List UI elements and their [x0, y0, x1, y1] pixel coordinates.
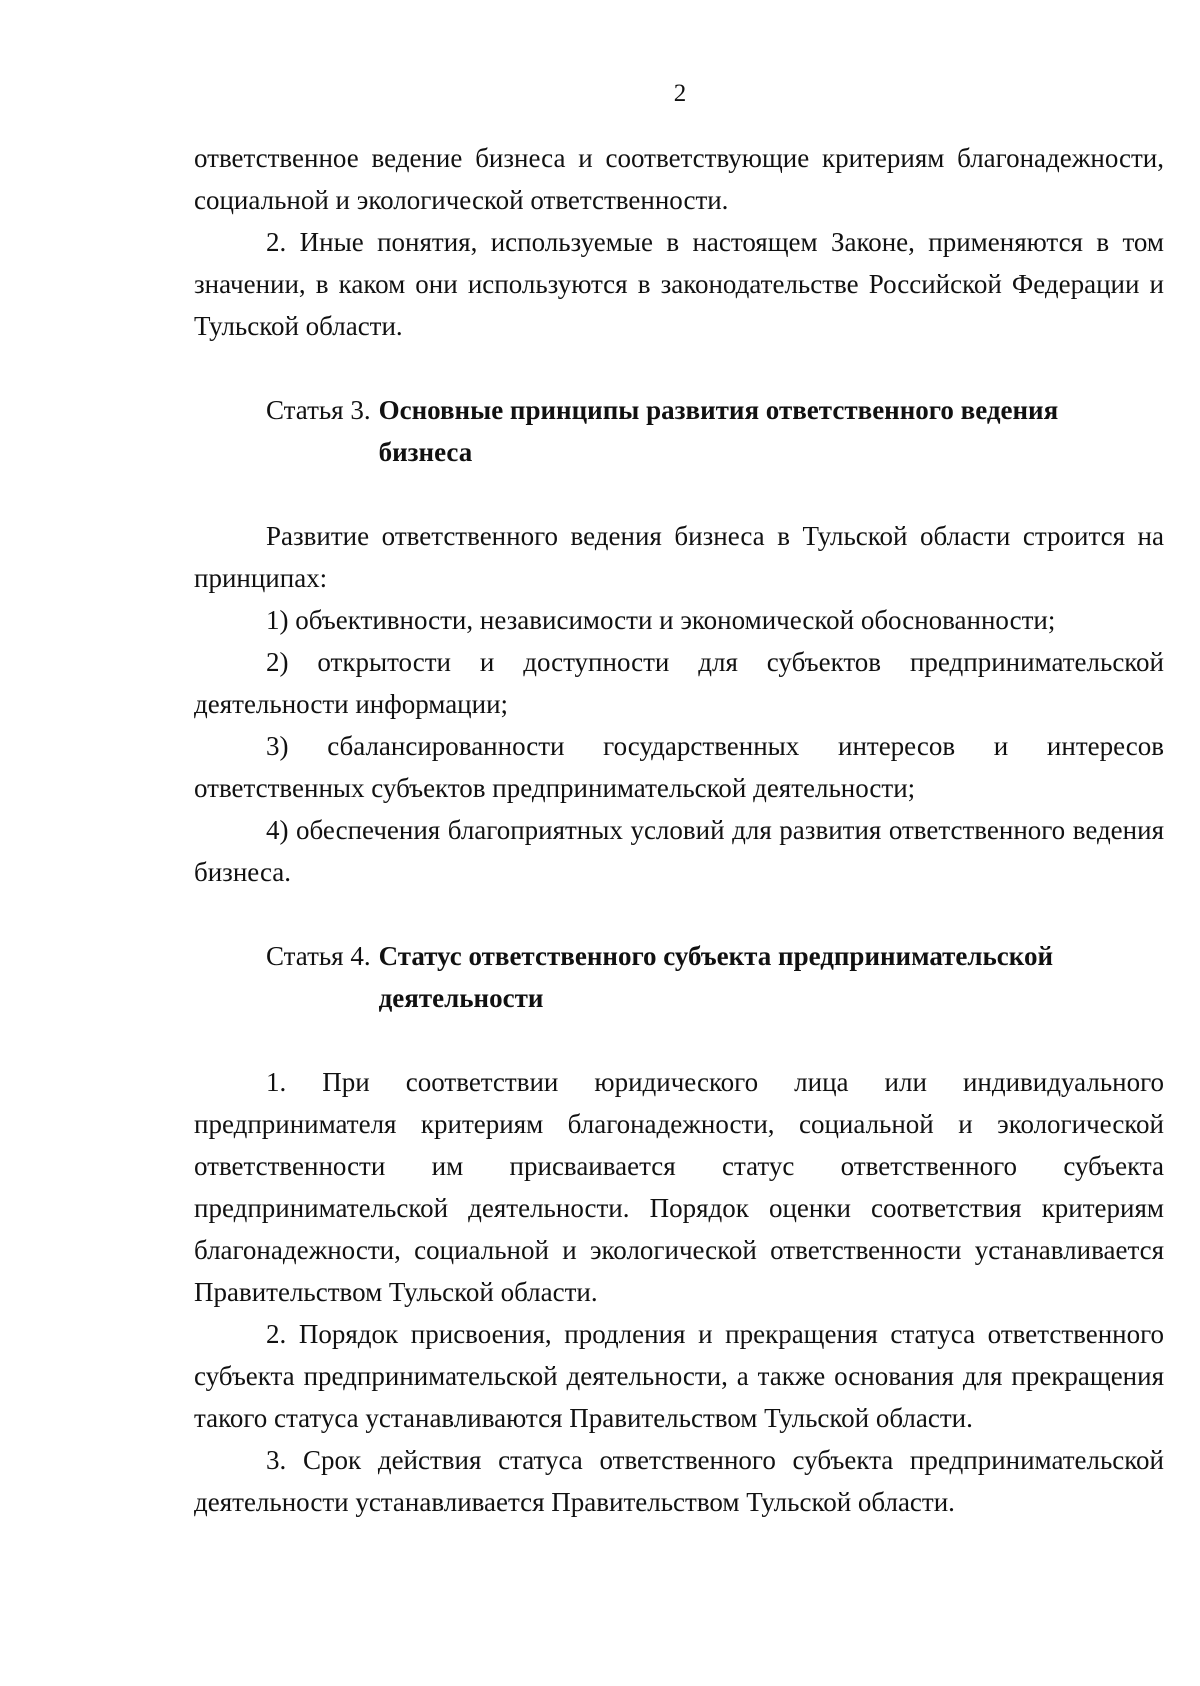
article-3-principle: 4) обеспечения благоприятных условий для развития ответственного ведения бизнеса.: [194, 815, 1164, 887]
article-3-label: Статья 3.: [266, 395, 371, 425]
article-4-heading: [194, 935, 1164, 1019]
article-4-paragraph: 3. Срок действия статуса ответственного субъекта предпринимательской деятельности устанавливается Правительством Тульской области.: [194, 1445, 1164, 1517]
document-body: [194, 137, 1164, 1523]
article-3-principle: 2) открытости и доступности для субъектов предпринимательской деятельности информации;: [194, 647, 1164, 719]
article-3-title: Основные принципы развития ответственного ведения бизнеса: [378, 395, 1059, 467]
intro-paragraph: ответственное ведение бизнеса и соответствующие критериям благонадежности, социальной и экологической ответственности.: [194, 143, 1164, 215]
spacer: [194, 893, 1164, 935]
article-3-heading: [194, 389, 1164, 473]
article-4-title: Статус ответственного субъекта предпринимательской деятельности: [378, 941, 1054, 1013]
article-4-paragraph: 1. При соответствии юридического лица или индивидуального предпринимателя критериям благонадежности, социальной и экологической ответственности им присваивается статус ответственного субъекта предпринимательской деятельности. Порядок оценки соответствия критериям благонадежности, социальной и экологической ответственности устанавливается Правительством Тульской области.: [194, 1067, 1164, 1307]
article-4-paragraph: 2. Порядок присвоения, продления и прекращения статуса ответственного субъекта предпринимательской деятельности, а также основания для прекращения такого статуса устанавливаются Правительством Тульской области.: [194, 1319, 1164, 1433]
article-3-principle: 3) сбалансированности государственных интересов и интересов ответственных субъектов предпринимательской деятельности;: [194, 731, 1164, 803]
intro-paragraph: 2. Иные понятия, используемые в настоящем Законе, применяются в том значении, в каком они используются в законодательстве Российской Федерации и Тульской области.: [194, 227, 1164, 341]
spacer: [194, 347, 1164, 389]
article-3-paragraph: Развитие ответственного ведения бизнеса в Тульской области строится на принципах:: [194, 521, 1164, 593]
article-3-principle: 1) объективности, независимости и экономической обоснованности;: [266, 605, 1056, 635]
page-number: 2: [673, 80, 687, 107]
spacer: [194, 473, 1164, 515]
spacer: [194, 1019, 1164, 1061]
article-4-label: Статья 4.: [266, 941, 371, 971]
